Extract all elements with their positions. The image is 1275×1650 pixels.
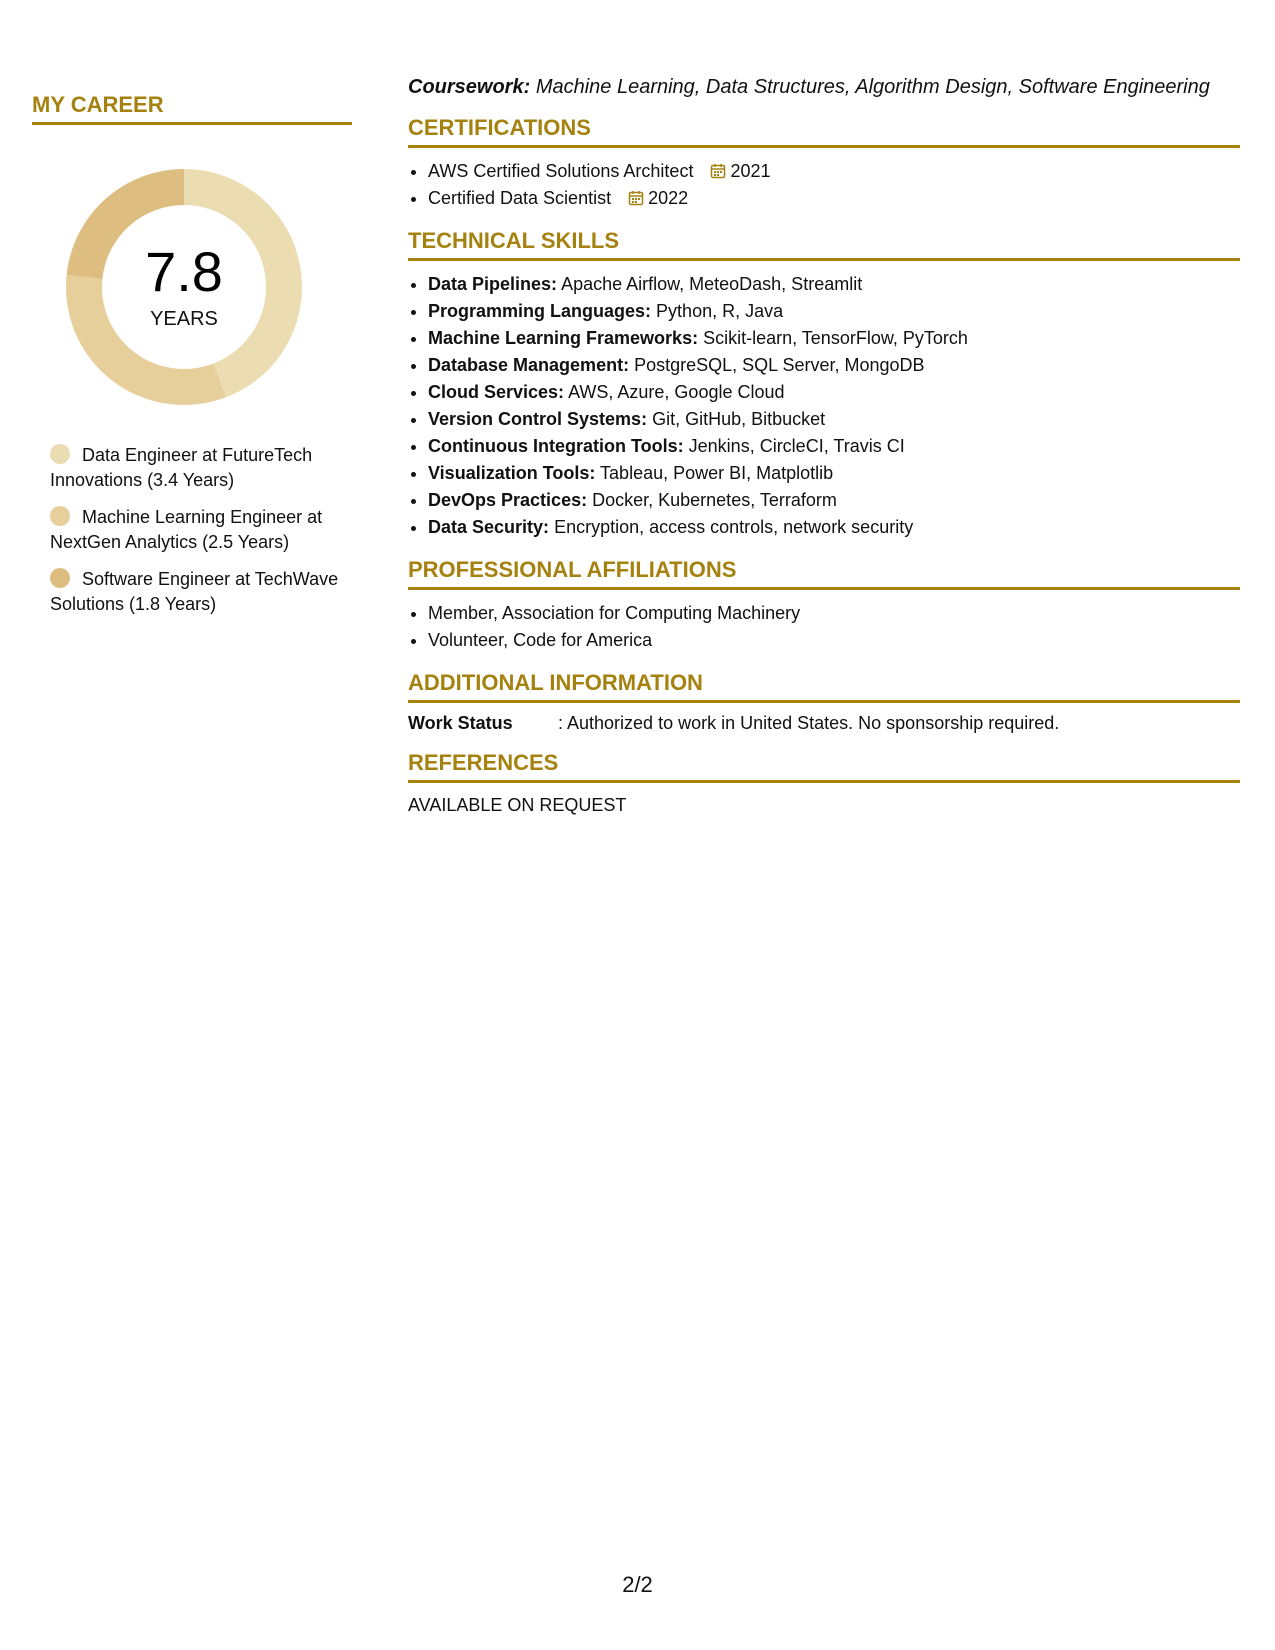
skill-value: Scikit-learn, TensorFlow, PyTorch: [703, 328, 968, 348]
skill-item: [428, 460, 1240, 487]
certification-item: [428, 185, 1240, 212]
coursework-line: [408, 76, 1240, 99]
skills-title: TECHNICAL SKILLS: [408, 228, 1240, 261]
skill-label: DevOps Practices:: [428, 490, 588, 510]
certifications-section: [408, 115, 1240, 212]
references-text: AVAILABLE ON REQUEST: [408, 795, 627, 815]
skill-label: Cloud Services:: [428, 382, 565, 402]
affiliation-item: • Volunteer, Code for America: [428, 627, 1240, 654]
skill-item: [428, 379, 1240, 406]
skills-list: [408, 271, 1240, 541]
skill-item: [428, 406, 1240, 433]
certification-year: 2021: [730, 161, 771, 181]
certifications-list: [408, 158, 1240, 212]
skill-item: [428, 325, 1240, 352]
skill-label: Database Management:: [428, 355, 630, 375]
skill-label: Visualization Tools:: [428, 463, 596, 483]
coursework-label: Coursework:: [408, 76, 531, 98]
references-section: [408, 750, 1240, 816]
legend-dot: [50, 506, 70, 526]
legend-dot: [50, 444, 70, 464]
skill-value: Docker, Kubernetes, Terraform: [592, 490, 837, 510]
certification-name: AWS Certified Solutions Architect: [428, 161, 694, 181]
skill-label: Data Pipelines:: [428, 274, 558, 294]
additional-section: [408, 670, 1240, 734]
certification-year: 2022: [648, 188, 689, 208]
skill-item: [428, 271, 1240, 298]
skill-item: [428, 487, 1240, 514]
skill-value: Apache Airflow, MeteoDash, Streamlit: [561, 274, 863, 294]
legend-dot: [50, 568, 70, 588]
additional-title: ADDITIONAL INFORMATION: [408, 670, 1240, 703]
legend-item: [50, 505, 340, 555]
skill-value: Python, R, Java: [656, 301, 784, 321]
legend-item: [50, 443, 340, 493]
legend-label: Data Engineer at FutureTech Innovations (3.4 Years): [50, 445, 313, 490]
references-title: REFERENCES: [408, 750, 1240, 783]
affiliations-title: PROFESSIONAL AFFILIATIONS: [408, 557, 1240, 590]
affiliations-list: [408, 600, 1240, 654]
skill-value: Tableau, Power BI, Matplotlib: [600, 463, 834, 483]
affiliations-section: [408, 557, 1240, 654]
legend-item: [50, 567, 340, 617]
skill-label: Machine Learning Frameworks:: [428, 328, 699, 348]
skill-label: Continuous Integration Tools:: [428, 436, 684, 456]
skill-item: [428, 433, 1240, 460]
skill-item: [428, 298, 1240, 325]
skill-value: Git, GitHub, Bitbucket: [652, 409, 826, 429]
skill-value: PostgreSQL, SQL Server, MongoDB: [634, 355, 925, 375]
skill-item: [428, 514, 1240, 541]
career-sidebar: [32, 92, 352, 629]
main-content: [408, 76, 1240, 832]
legend-label: Machine Learning Engineer at NextGen Analytics (2.5 Years): [50, 507, 323, 552]
skill-value: Jenkins, CircleCI, Travis CI: [688, 436, 905, 456]
work-status-key: Work Status: [408, 713, 513, 733]
certifications-title: CERTIFICATIONS: [408, 115, 1240, 148]
calendar-icon: [628, 190, 644, 206]
skills-section: [408, 228, 1240, 541]
work-status-row: [408, 713, 1240, 734]
donut-center: [64, 167, 304, 407]
work-status-value: : Authorized to work in United States. No sponsorship required.: [558, 713, 1060, 733]
career-title: MY CAREER: [32, 92, 352, 125]
page-number: 2/2: [622, 1572, 653, 1597]
affiliation-item: • Member, Association for Computing Machinery: [428, 600, 1240, 627]
legend-label: Software Engineer at TechWave Solutions (1.8 Years): [50, 569, 339, 614]
skill-value: Encryption, access controls, network security: [554, 517, 914, 537]
career-donut-chart: [64, 167, 304, 407]
coursework-text: Machine Learning, Data Structures, Algorithm Design, Software Engineering: [535, 76, 1210, 98]
skill-label: Data Security:: [428, 517, 550, 537]
skill-item: [428, 352, 1240, 379]
skill-value: AWS, Azure, Google Cloud: [568, 382, 785, 402]
calendar-icon: [710, 163, 726, 179]
total-years-unit: YEARS: [150, 307, 218, 330]
skill-label: Version Control Systems:: [428, 409, 648, 429]
skill-label: Programming Languages:: [428, 301, 652, 321]
certification-item: [428, 158, 1240, 185]
certification-name: Certified Data Scientist: [428, 188, 612, 208]
total-years-value: 7.8: [145, 239, 223, 303]
career-legend: [50, 443, 340, 617]
